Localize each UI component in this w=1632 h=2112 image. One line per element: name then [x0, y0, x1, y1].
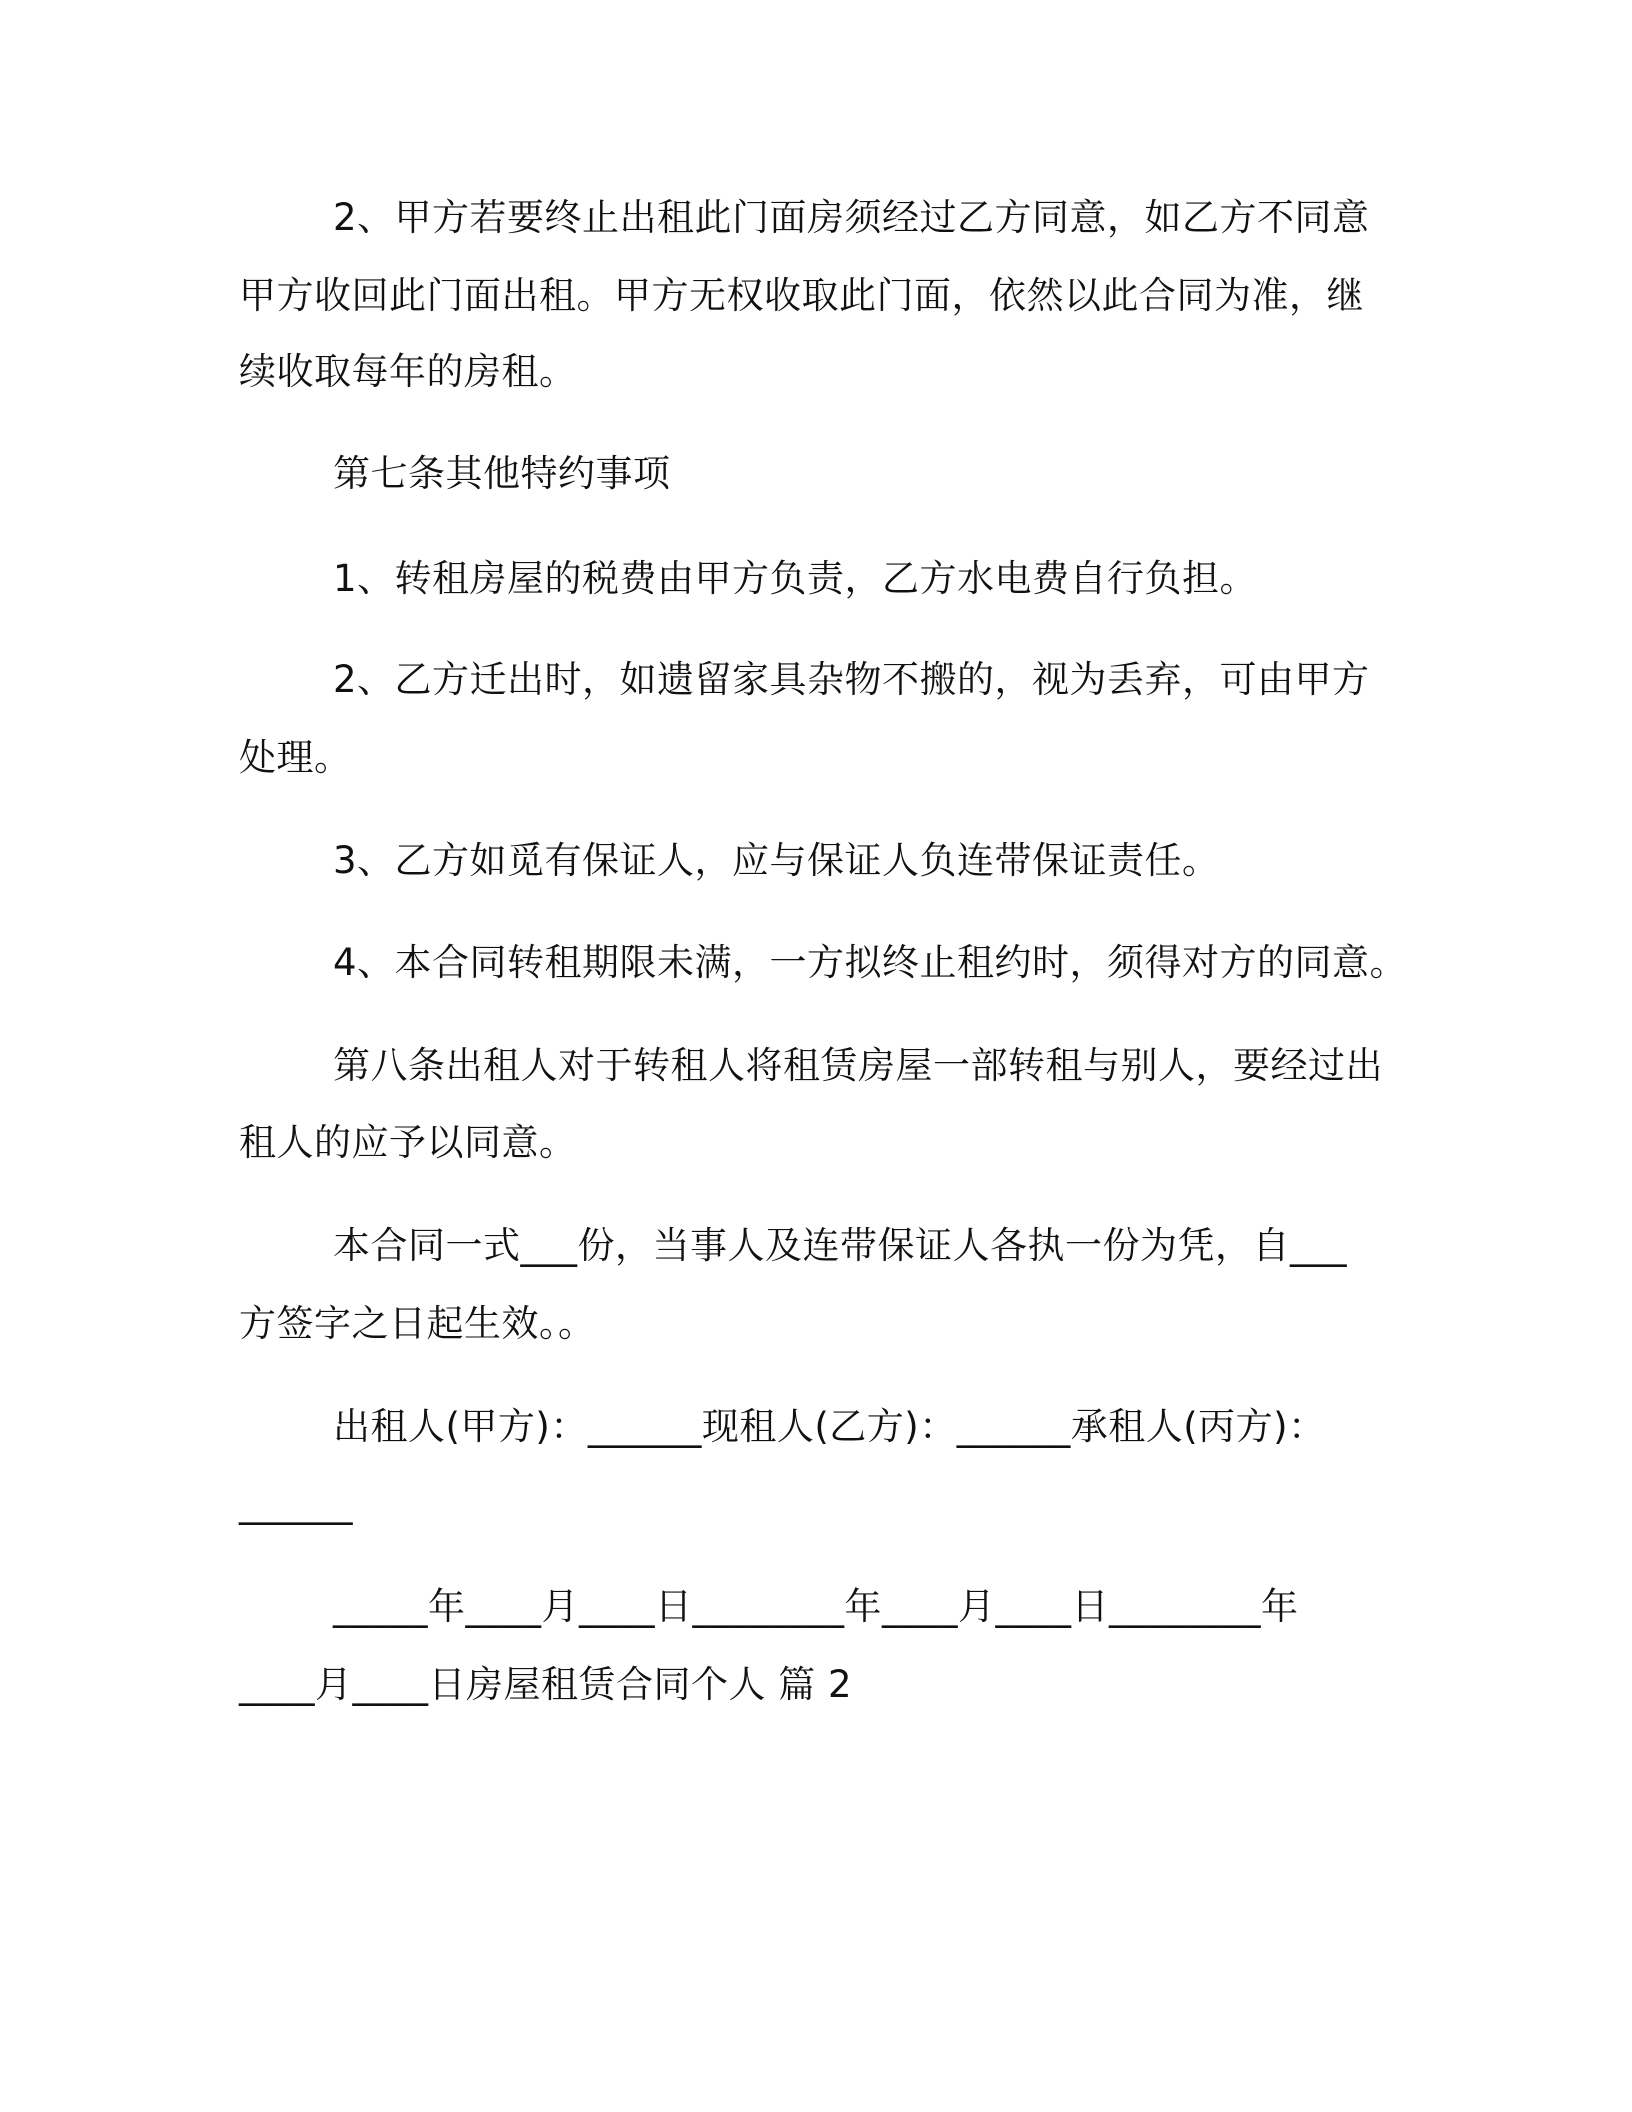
- paragraph-line: 甲方收回此门面出租。甲方无权收取此门面，依然以此合同为准，继: [239, 274, 1364, 317]
- paragraph-line: 4、本合同转租期限未满，一方拟终止租约时，须得对方的同意。: [333, 941, 1408, 984]
- date-line: ____月____日房屋租赁合同个人 篇 2: [239, 1663, 853, 1706]
- paragraph-line: 续收取每年的房租。: [239, 350, 577, 393]
- paragraph-line: 租人的应予以同意。: [239, 1121, 577, 1164]
- signature-line: 出租人(甲方)：______现租人(乙方)：______承租人(丙方)：: [333, 1405, 1326, 1448]
- paragraph-line: 处理。: [239, 736, 352, 779]
- signature-line: ______: [239, 1482, 353, 1525]
- paragraph-line: 1、转租房屋的税费由甲方负责，乙方水电费自行负担。: [333, 557, 1258, 600]
- paragraph-line: 本合同一式___份，当事人及连带保证人各执一份为凭，自___: [333, 1224, 1347, 1267]
- date-line: _____年____月____日________年____月____日________年: [333, 1585, 1299, 1628]
- paragraph-line: 3、乙方如觅有保证人，应与保证人负连带保证责任。: [333, 839, 1220, 882]
- paragraph-line: 第八条出租人对于转租人将租赁房屋一部转租与别人，要经过出: [333, 1044, 1383, 1087]
- paragraph-line: 2、甲方若要终止出租此门面房须经过乙方同意，如乙方不同意: [333, 196, 1370, 239]
- paragraph-line: 方签字之日起生效。。: [239, 1302, 596, 1345]
- paragraph-line: 2、乙方迁出时，如遗留家具杂物不搬的，视为丢弃，可由甲方: [333, 658, 1370, 701]
- section-heading: 第七条其他特约事项: [333, 452, 671, 495]
